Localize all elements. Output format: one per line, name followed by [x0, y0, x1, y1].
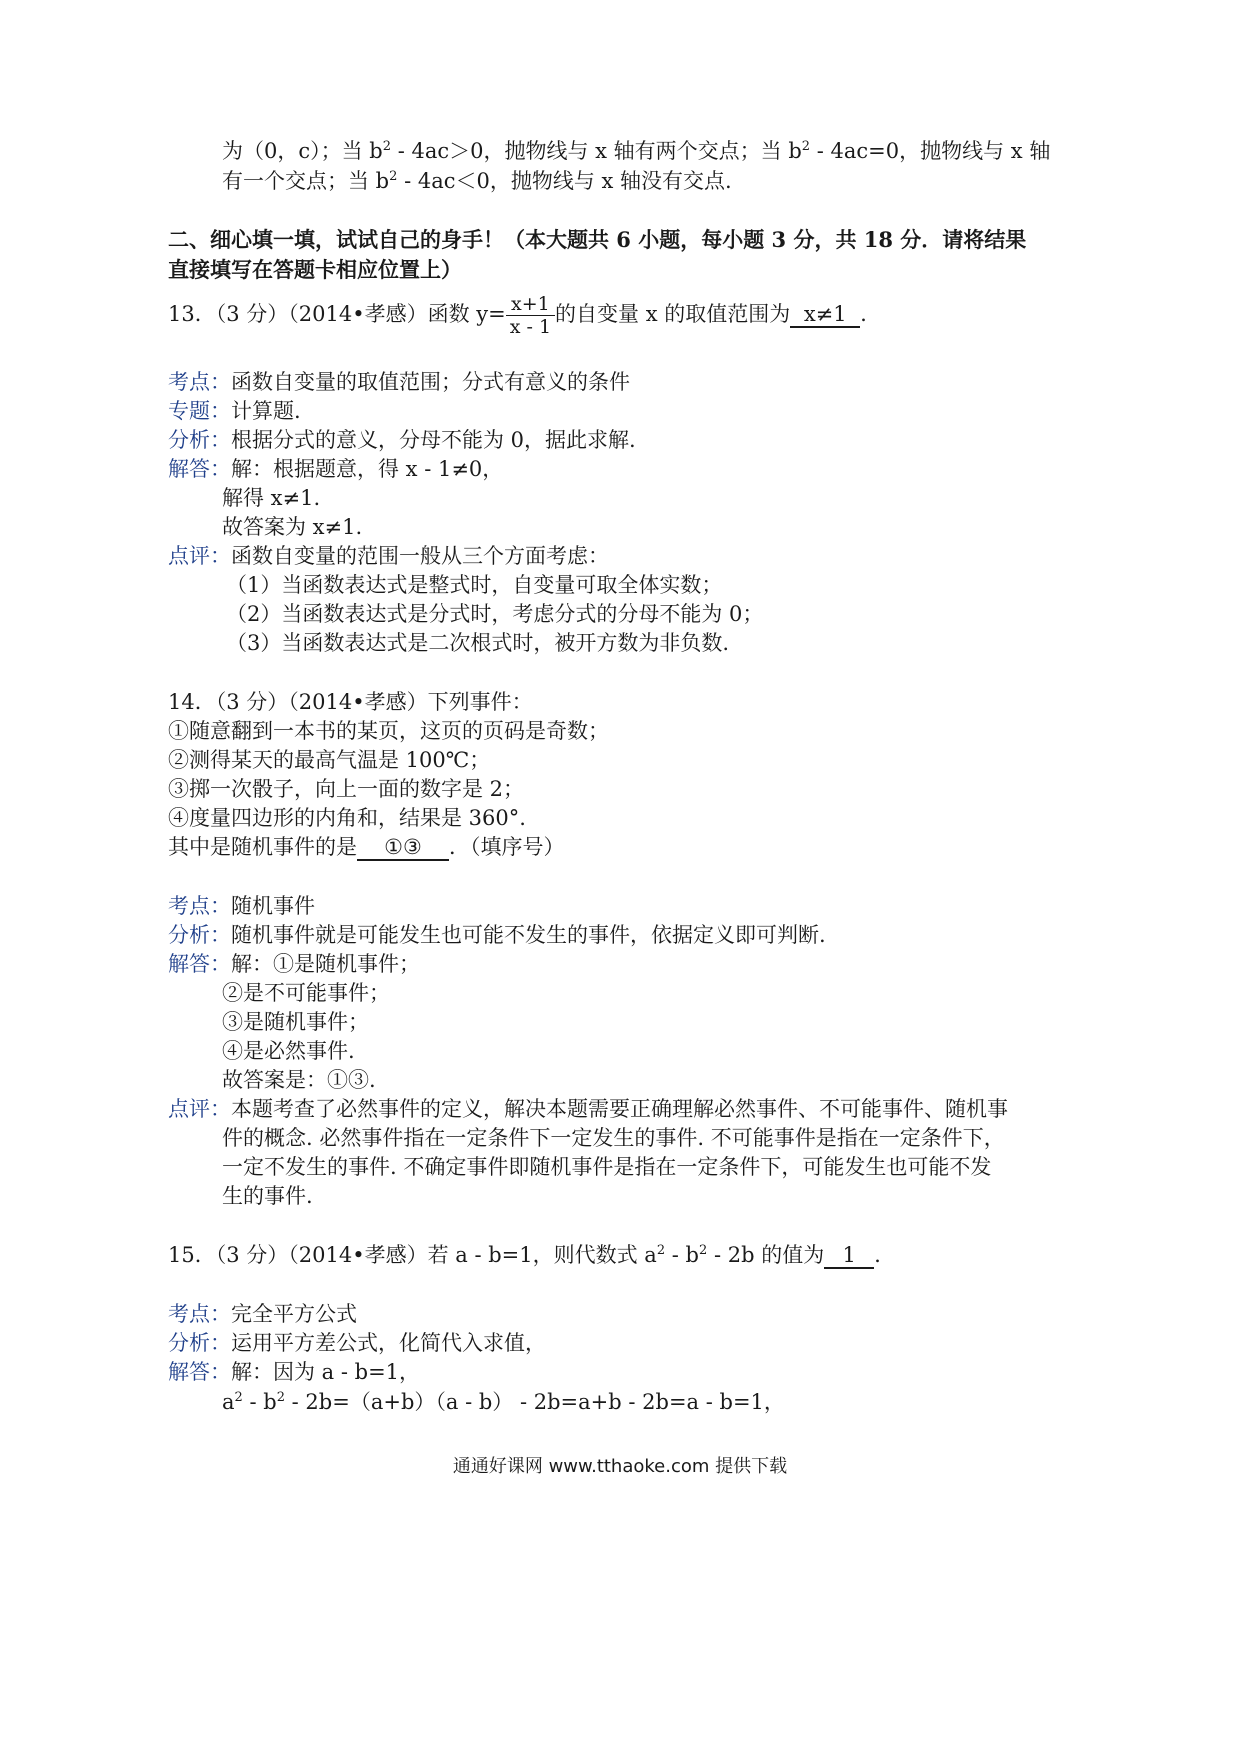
intro-line-1: 为（0，c）；当 $b^2 - 4ac>0$，抛物线与 x 轴有两个交点；当 $b^2 - 4ac=0$，抛物线与 x 轴	[222, 139, 1051, 163]
q13-jieda: 解答：解：根据题意，得 x - 1≠0，	[168, 457, 504, 481]
q13-dianping-3: （2）当函数表达式是分式时，考虑分式的分母不能为 0；	[226, 602, 764, 626]
q14-ask: 其中是随机事件的是 ①③ ．（填序号）	[168, 835, 565, 859]
q14-jieda: 解答：解：①是随机事件；	[168, 952, 420, 976]
q13-dianping: 点评：函数自变量的范围一般从三个方面考虑：	[168, 544, 609, 568]
q14-jieda-2: ②是不可能事件；	[222, 981, 390, 1005]
q13-fraction: $\frac{x+1}{x - 1}$	[506, 293, 555, 338]
q14-title: 14．（3 分）（2014•孝感）下列事件：	[168, 690, 533, 714]
q13-dianping-2: （1）当函数表达式是整式时，自变量可取全体实数；	[226, 573, 723, 597]
q13-zhuanti: 专题：计算题.	[168, 399, 301, 423]
q13-fenxi: 分析：根据分式的意义，分母不能为 0，据此求解.	[168, 428, 636, 452]
q13-dianping-4: （3）当函数表达式是二次根式时，被开方数为非负数.	[226, 631, 730, 655]
q13-jieda-3: 故答案为 x≠1.	[222, 515, 363, 539]
q13-question: 13．（3 分）（2014•孝感）函数 y= $\frac{x+1}{x - 1}$ 的自变量 x 的取值范围为 x≠1 ．	[168, 293, 882, 338]
section-heading-line-1: 二、细心填一填，试试自己的身手！（本大题共 6 小题，每小题 3 分，共 18 分．请将结果	[168, 227, 1027, 252]
q14-item-1: ①随意翻到一本书的某页，这页的页码是奇数；	[168, 719, 609, 743]
q14-answer: ①③	[357, 835, 449, 861]
q15-kaodian: 考点：完全平方公式	[168, 1302, 357, 1326]
q14-kaodian: 考点：随机事件	[168, 894, 315, 918]
q13-kaodian: 考点：函数自变量的取值范围；分式有意义的条件	[168, 370, 630, 394]
intro-line-2: 有一个交点；当 $b^2 - 4ac<0$，抛物线与 x 轴没有交点.	[222, 169, 732, 193]
q14-item-2: ②测得某天的最高气温是 100℃；	[168, 748, 491, 772]
q14-jieda-4: ④是必然事件.	[222, 1039, 355, 1063]
q14-fenxi: 分析：随机事件就是可能发生也可能不发生的事件，依据定义即可判断.	[168, 923, 826, 947]
q13-jieda-2: 解得 x≠1.	[222, 486, 321, 510]
q15-jieda-2: $a^2 - b^2 - 2b=(a+b)(a - b) - 2b=a+b - 2b=a - b=1$，	[222, 1390, 785, 1414]
q14-jieda-3: ③是随机事件；	[222, 1010, 369, 1034]
q15-answer: 1	[824, 1243, 874, 1269]
q14-dianping-3: 一定不发生的事件. 不确定事件即随机事件是指在一定条件下，可能发生也可能不发	[222, 1155, 992, 1179]
q14-item-4: ④度量四边形的内角和，结果是 360°.	[168, 806, 526, 830]
q14-jieda-5: 故答案是：①③.	[222, 1068, 376, 1092]
q15-fenxi: 分析：运用平方差公式，化简代入求值，	[168, 1331, 546, 1355]
q13-answer: x≠1	[790, 302, 860, 328]
page-footer: 通通好课网 www.tthaoke.com 提供下载	[452, 1456, 788, 1477]
q15-question: 15．（3 分）（2014•孝感）若 a - b=1，则代数式 $a^2 - b^2 - 2b$ 的值为 1 ．	[168, 1243, 896, 1267]
q14-dianping-2: 件的概念. 必然事件指在一定条件下一定发生的事件. 不可能事件是指在一定条件下，	[222, 1126, 1005, 1150]
section-heading-line-2: 直接填写在答题卡相应位置上）	[168, 257, 462, 282]
q14-dianping: 点评：本题考查了必然事件的定义，解决本题需要正确理解必然事件、不可能事件、随机事	[168, 1097, 1008, 1121]
q14-item-3: ③掷一次骰子，向上一面的数字是 2；	[168, 777, 525, 801]
q14-dianping-4: 生的事件.	[222, 1184, 313, 1208]
q15-jieda: 解答：解：因为 a - b=1，	[168, 1360, 421, 1384]
